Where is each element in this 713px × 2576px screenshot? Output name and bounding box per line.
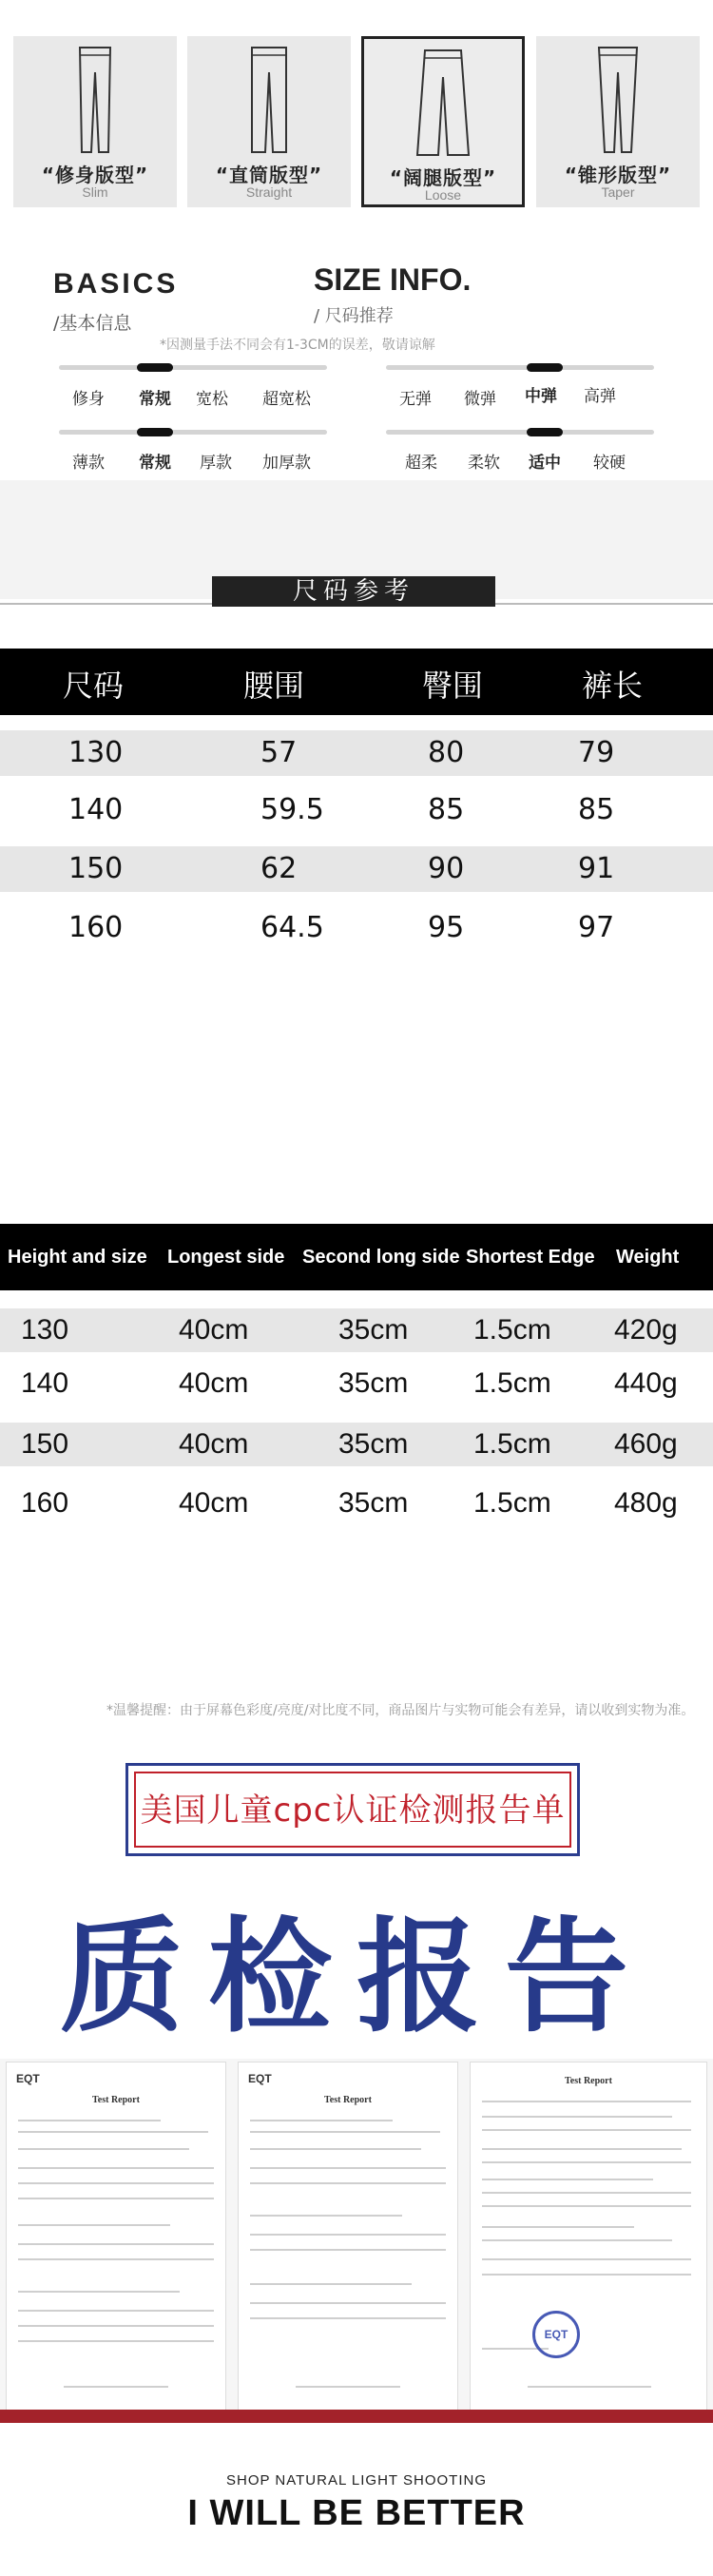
fit-card-slim[interactable] <box>13 36 177 207</box>
scale-label-selected: 适中 <box>529 454 561 473</box>
table-cell: 57 <box>260 736 298 769</box>
scale-label: 加厚款 <box>262 454 311 473</box>
table-cell: 40cm <box>179 1487 249 1519</box>
fit-sub: Straight <box>245 184 293 200</box>
scale-label: 宽松 <box>196 390 228 409</box>
table-cell: 80 <box>428 736 465 769</box>
scale-label: 厚款 <box>200 454 232 473</box>
table-cell: 420g <box>614 1314 678 1346</box>
size-chart-header <box>0 649 713 715</box>
fit-name: “阔腿版型” <box>389 166 497 189</box>
table-cell: 40cm <box>179 1367 249 1399</box>
table-cell: 480g <box>614 1487 678 1519</box>
table-row <box>0 1362 713 1405</box>
table-cell: 59.5 <box>260 793 324 826</box>
table-row <box>0 905 713 951</box>
table-cell: 35cm <box>338 1487 409 1519</box>
table-cell: 40cm <box>179 1314 249 1346</box>
scale-label-selected: 常规 <box>139 390 171 409</box>
scale-label: 超柔 <box>405 454 437 473</box>
header-cell: 腰围 <box>243 668 305 704</box>
scale-track <box>59 430 327 435</box>
table-cell: 97 <box>578 911 615 944</box>
qc-big-title: 质检报告 <box>59 1905 653 2049</box>
fit-name: “修身版型” <box>41 164 149 186</box>
table-row <box>0 846 713 892</box>
footer-tagline: SHOP NATURAL LIGHT SHOOTING <box>226 2472 487 2489</box>
size-info-title: SIZE INFO. <box>314 262 472 297</box>
loose-pants-icon <box>412 47 474 159</box>
table-cell: 91 <box>578 852 615 885</box>
fit-type-selector <box>13 36 700 211</box>
fit-name: “直筒版型” <box>215 164 323 186</box>
table-cell: 1.5cm <box>473 1314 551 1346</box>
report-logo: EQT <box>248 2072 272 2085</box>
table-row <box>0 787 713 833</box>
header-cell: Height and size <box>8 1247 147 1268</box>
report-title: Test Report <box>92 2095 140 2105</box>
table-cell: 150 <box>21 1428 69 1460</box>
certification-stamp-icon: EQT <box>532 2311 580 2358</box>
header-cell: 裤长 <box>582 668 644 704</box>
header-cell: Shortest Edge <box>466 1247 595 1268</box>
scale-label-selected: 中弹 <box>525 387 557 406</box>
table-cell: 35cm <box>338 1367 409 1399</box>
table-cell: 440g <box>614 1367 678 1399</box>
scale-indicator <box>527 428 563 436</box>
report-logo: EQT <box>16 2072 40 2085</box>
basics-subtitle: /基本信息 <box>53 313 132 334</box>
table-cell: 1.5cm <box>473 1428 551 1460</box>
scale-indicator <box>137 363 173 372</box>
header-cell: 尺码 <box>63 668 125 704</box>
fit-card-taper[interactable] <box>536 36 700 207</box>
report-page-2 <box>238 2062 458 2413</box>
report-page-3 <box>470 2062 707 2413</box>
measurement-note: *因测量手法不同会有1-3CM的误差，敬请谅解 <box>160 338 435 353</box>
report-title: Test Report <box>324 2095 372 2105</box>
table-cell: 35cm <box>338 1428 409 1460</box>
table-cell: 40cm <box>179 1428 249 1460</box>
scale-label: 无弹 <box>399 390 432 409</box>
table-cell: 85 <box>578 793 615 826</box>
report-page-1 <box>6 2062 226 2413</box>
table-cell: 35cm <box>338 1314 409 1346</box>
basics-title: BASICS <box>53 268 179 300</box>
scale-label: 柔软 <box>468 454 500 473</box>
cpc-label: 美国儿童cpc认证检测报告单 <box>134 1772 571 1848</box>
table-cell: 85 <box>428 793 465 826</box>
straight-pants-icon <box>241 44 298 156</box>
scale-track <box>59 365 327 370</box>
color-reminder: *温馨提醒：由于屏幕色彩度/亮度/对比度不同，商品图片与实物可能会有差异，请以收到实物为准。 <box>106 1703 695 1718</box>
table-cell: 79 <box>578 736 615 769</box>
size-info-subtitle: / 尺码推荐 <box>314 306 394 326</box>
table-cell: 1.5cm <box>473 1487 551 1519</box>
scale-label: 修身 <box>72 390 105 409</box>
scale-indicator <box>527 363 563 372</box>
table-cell: 140 <box>21 1367 69 1399</box>
table-cell: 140 <box>68 793 124 826</box>
slim-pants-icon <box>67 44 124 156</box>
header-cell: 臀围 <box>422 668 484 704</box>
scale-label: 高弹 <box>584 387 616 406</box>
scale-track <box>386 430 654 435</box>
report-title: Test Report <box>565 2076 612 2086</box>
header-cell: Weight <box>616 1247 680 1268</box>
size-chart-title: 尺码参考 <box>212 576 495 607</box>
table-cell: 95 <box>428 911 465 944</box>
table-cell: 130 <box>21 1314 69 1346</box>
table-cell: 160 <box>21 1487 69 1519</box>
scale-label: 薄款 <box>72 454 105 473</box>
table-cell: 150 <box>68 852 124 885</box>
package-chart-header <box>0 1224 713 1290</box>
fit-sub: Taper <box>601 184 635 200</box>
scale-label: 较硬 <box>593 454 626 473</box>
header-cell: Second long side <box>302 1247 460 1268</box>
red-divider-bar <box>0 2410 713 2423</box>
fit-card-loose[interactable] <box>361 36 525 207</box>
fit-sub: Slim <box>82 184 108 200</box>
fit-name: “锥形版型” <box>564 164 672 186</box>
table-cell: 160 <box>68 911 124 944</box>
footer-slogan: I WILL BE BETTER <box>187 2493 526 2533</box>
cpc-label-box <box>125 1763 580 1856</box>
scale-label-selected: 常规 <box>139 454 171 473</box>
table-row <box>0 1308 713 1352</box>
table-cell: 1.5cm <box>473 1367 551 1399</box>
table-cell: 130 <box>68 736 124 769</box>
taper-pants-icon <box>589 44 646 156</box>
table-cell: 90 <box>428 852 465 885</box>
scale-track <box>386 365 654 370</box>
fit-card-straight[interactable] <box>187 36 351 207</box>
fit-sub: Loose <box>424 187 462 203</box>
header-cell: Longest side <box>167 1247 285 1268</box>
scale-indicator <box>137 428 173 436</box>
scale-label: 微弹 <box>464 390 496 409</box>
table-cell: 460g <box>614 1428 678 1460</box>
table-row <box>0 730 713 776</box>
scale-label: 超宽松 <box>262 390 311 409</box>
table-cell: 64.5 <box>260 911 324 944</box>
table-cell: 62 <box>260 852 298 885</box>
table-row <box>0 1423 713 1466</box>
table-row <box>0 1482 713 1525</box>
